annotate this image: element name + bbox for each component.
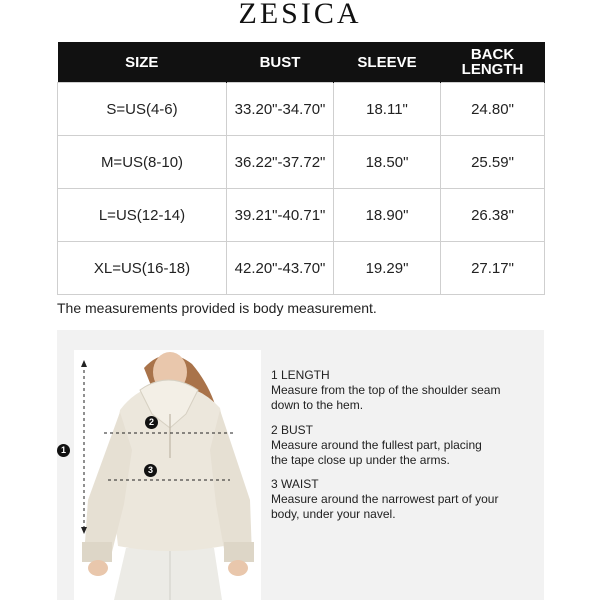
size-chart-table (57, 42, 545, 295)
table-cell-size: XL=US(16-18) (58, 242, 227, 295)
table-cell-sleeve: 19.29" (334, 242, 441, 295)
table-cell-size: M=US(8-10) (58, 136, 227, 189)
table-cell-back-length: 26.38" (441, 189, 545, 242)
table-row (58, 136, 545, 189)
column-header-bust: BUST (227, 42, 334, 83)
table-cell-back-length: 24.80" (441, 83, 545, 136)
table-cell-sleeve: 18.50" (334, 136, 441, 189)
table-cell-bust: 42.20"-43.70" (227, 242, 334, 295)
instruction-text: Measure around the fullest part, placing the tape close up under the arms. (271, 438, 482, 467)
table-row (58, 83, 545, 136)
measurement-guide-panel (57, 330, 544, 600)
instruction-text: Measure from the top of the shoulder seam down to the hem. (271, 383, 501, 412)
marker-bust: 2 (145, 416, 158, 429)
table-cell-bust: 39.21"-40.71" (227, 189, 334, 242)
table-cell-sleeve: 18.11" (334, 83, 441, 136)
model-photo (74, 350, 261, 600)
table-row (58, 189, 545, 242)
table-cell-sleeve: 18.90" (334, 189, 441, 242)
column-header-sleeve: SLEEVE (334, 42, 441, 83)
instruction-text: Measure around the narrowest part of your body, under your navel. (271, 492, 499, 521)
instruction-heading: 3 WAIST (271, 477, 319, 491)
table-row (58, 242, 545, 295)
table-cell-bust: 33.20"-34.70" (227, 83, 334, 136)
column-header-back-length (441, 42, 545, 83)
measurement-note: The measurements provided is body measurement. (57, 300, 377, 316)
table-header-row (58, 42, 545, 83)
instruction-bust (271, 423, 501, 468)
model-illustration (74, 350, 261, 600)
table-cell-bust: 36.22"-37.72" (227, 136, 334, 189)
instruction-heading: 2 BUST (271, 423, 314, 437)
table-cell-back-length: 27.17" (441, 242, 545, 295)
marker-waist: 3 (144, 464, 157, 477)
column-header-size: SIZE (58, 42, 227, 83)
table-cell-back-length: 25.59" (441, 136, 545, 189)
table-cell-size: L=US(12-14) (58, 189, 227, 242)
brand-logo: ZESICA (238, 0, 362, 30)
instruction-waist (271, 477, 501, 522)
table-cell-size: S=US(4-6) (58, 83, 227, 136)
instruction-heading: 1 LENGTH (271, 368, 330, 382)
marker-length: 1 (57, 444, 70, 457)
instruction-length (271, 368, 501, 413)
column-header-back-length-text: BACK LENGTH (461, 46, 524, 78)
